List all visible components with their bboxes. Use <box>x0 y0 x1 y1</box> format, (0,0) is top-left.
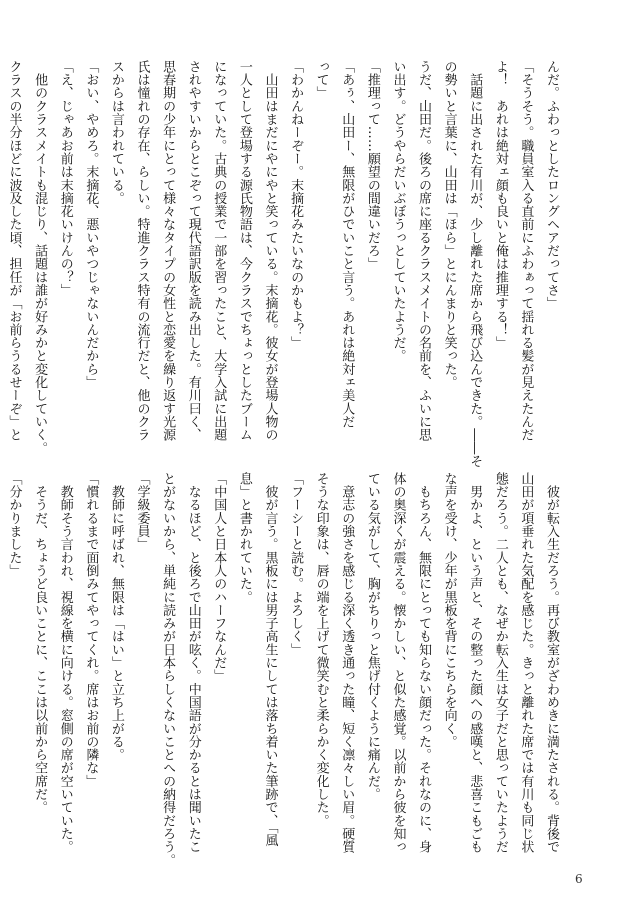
text-line: な声を受け、少年が黒板を背にこちらを向く。 <box>441 472 457 749</box>
text-line: になっていた。古典の授業で一部を習ったこと、大学入試に出題 <box>211 60 227 442</box>
page-number: 6 <box>575 872 583 886</box>
text-line: 「おい、やめろ。末摘花、悪いやつじゃないんだから」 <box>83 60 99 389</box>
text-line: 氏は憧れの存在、らしい。特進クラス特有の流行だと、他のクラ <box>134 60 150 442</box>
text-line: 男かよ、という声と、その整った顔への感嘆と、悲喜こもごも <box>467 472 483 854</box>
text-line: 「学級委員」 <box>134 472 150 551</box>
text-line: 体の奥深くが震える。懐かしい、と似た感覚。以前から彼を知っ <box>390 472 406 854</box>
text-line: もちろん、無限にとっても知らない顔だった。それなのに、身 <box>416 472 432 854</box>
text-line: そうな印象は、唇の端を上げて微笑むと柔らかく変化した。 <box>313 472 329 828</box>
text-line: い出す。どうやらだいぶぼうっとしていたようだ。 <box>390 60 406 363</box>
text-line: されやすいからとこぞって現代語訳版を読み出した。有川曰く、 <box>185 60 201 442</box>
text-line: 山田が項垂れた気配を感じた。きっと離れた席では有川も同じ状 <box>518 472 534 854</box>
text-line: 「慣れるまで面倒みてやってくれ。席はお前の隣な」 <box>83 472 99 788</box>
text-line <box>0 472 1 837</box>
text-line: 一人として登場する源氏物語は、今クラスでちょっとしたブーム <box>236 60 252 442</box>
upper-text-block <box>6 60 564 468</box>
text-line: 「あぅ、山田ー、無限がひでいこと言う。あれは絶対ェ美人だ <box>339 60 355 429</box>
text-line: の勢いと言葉に、山田は「ほら」とにんまりと笑った。 <box>441 60 457 389</box>
text-line: 態だろう。二人とも、なぜか転入生は女子だと思っていたようだ <box>492 472 508 854</box>
text-line: 息」と書かれていた。 <box>236 472 252 604</box>
text-line: 「そうそう。職員室入る直前にふわぁって揺れる髪が見えたんだ <box>518 60 534 442</box>
text-line <box>0 60 1 430</box>
text-line: 彼が言う。黒板には男子高生にしては落ち着いた筆跡で、「風 <box>262 472 278 847</box>
text-line: 「わかんねーぞー。末摘花みたいなのかもよ？」 <box>288 60 304 350</box>
text-line: 「え、じゃあお前は末摘花いけんの？」 <box>57 60 73 297</box>
text-line: 「分かりました」 <box>6 472 22 578</box>
text-line: よ！ あれは絶対ェ顔も良いと俺は推理する！」 <box>492 60 508 350</box>
text-line: うだ、山田だ。後ろの席に座るクラスメイトの名前を、ふいに思 <box>416 60 432 442</box>
text-line: 山田はまだにやにやと笑っている。末摘花。彼女が登場人物の <box>262 60 278 442</box>
text-line: んだ。ふわっとしたロングヘアだってさ」 <box>544 60 559 310</box>
text-line: ている気がして、胸がちりっと焦げ付くように痛んだ。 <box>364 472 380 801</box>
text-line: 教師に呼ばれ、無限は「はい」と立ち上がる。 <box>108 472 124 762</box>
text-line: 意志の強さを感じる深く透き通った瞳、短く凛々しい眉。硬質 <box>339 472 355 854</box>
text-line: 他のクラスメイトも混じり、話題は誰が好みかと変化していく。 <box>32 60 48 455</box>
text-line: とがないから、単純に読みが日本らしくないことへの納得だろう。 <box>160 472 176 867</box>
text-line: クラスの半分ほどに波及した頃、担任が「お前らうるせーぞ」と <box>6 60 22 442</box>
text-line: そうだ、ちょうど良いことに、ここは以前から空席だ。 <box>32 472 48 814</box>
text-line: 話題に出された有川が、少し離れた席から飛び込んできた。――そ <box>467 60 483 468</box>
text-line: 「中国人と日本人のハーフなんだ」 <box>211 472 227 683</box>
text-line: なるほど、と後ろで山田が呟く。中国語が分かるとは聞いたこ <box>185 472 201 854</box>
text-line: 「フーシーと読む。よろしく」 <box>288 472 304 657</box>
text-line: 思春期の少年にとって様々なタイプの女性と恋愛を繰り返す光源 <box>160 60 176 442</box>
text-line: スからは言われている。 <box>108 60 124 205</box>
text-line: 教師そう言われ、視線を横に向ける。窓側の席が空いていた。 <box>57 472 73 854</box>
text-line: 「推理って……願望の間違いだろ」 <box>364 60 380 271</box>
text-line: 彼が転入生だろう。再び教室がざわめきに満たされる。背後で <box>544 472 559 854</box>
lower-text-block <box>6 472 564 867</box>
text-line: って」 <box>313 60 329 100</box>
